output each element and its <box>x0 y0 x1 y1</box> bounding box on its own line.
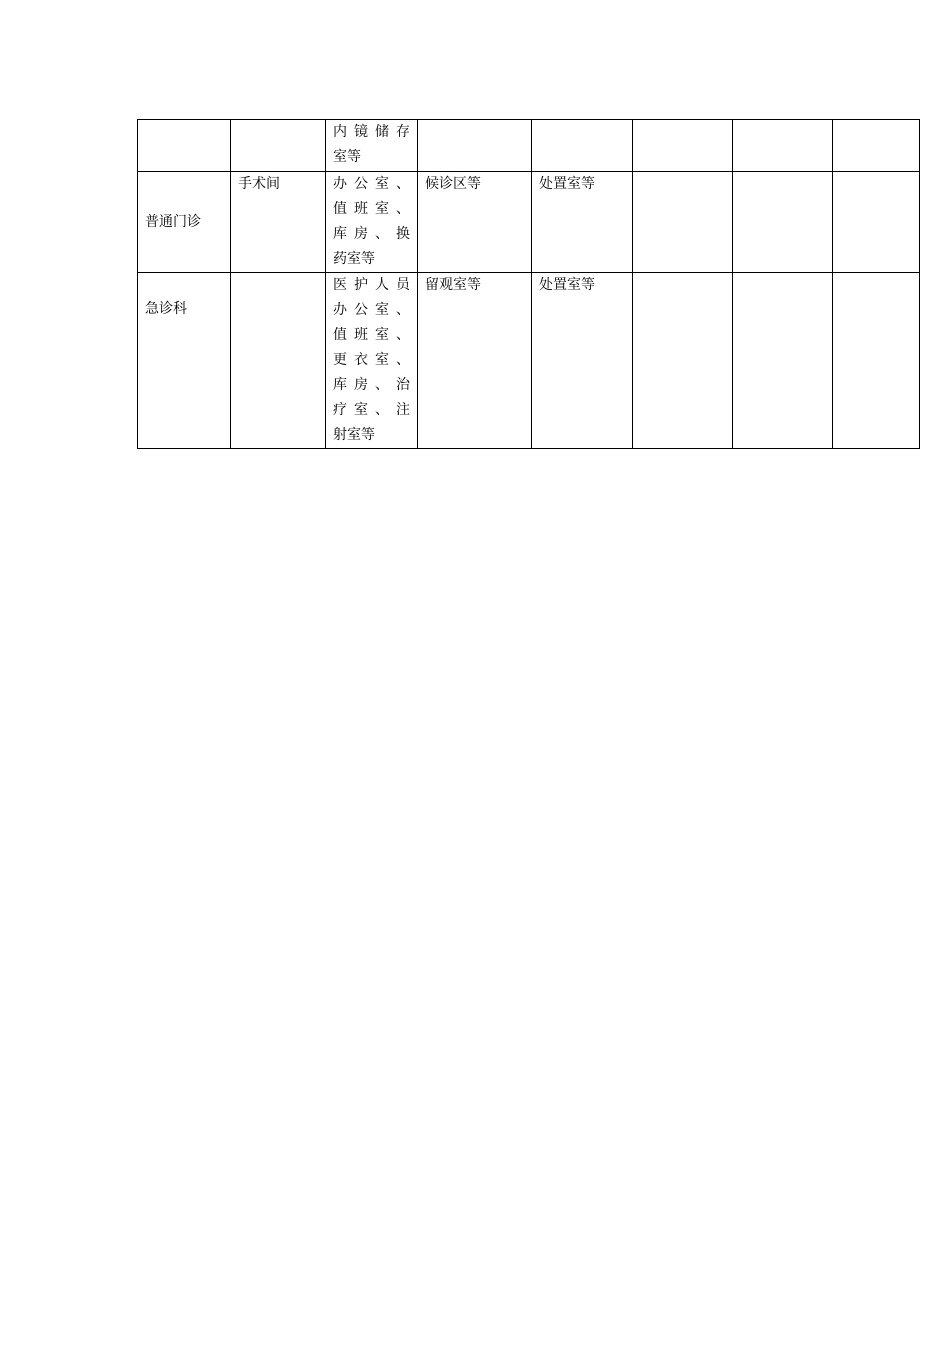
cell-line: 更衣室、 <box>333 352 410 368</box>
table-cell-rooms <box>326 120 418 172</box>
table-cell <box>633 120 733 172</box>
cell-line: 库房、治 <box>333 377 410 393</box>
table-cell <box>733 120 833 172</box>
table-cell <box>633 273 733 449</box>
table-cell-rooms <box>326 172 418 273</box>
table-cell <box>231 120 326 172</box>
cell-line: 值班室、 <box>333 201 410 217</box>
facility-zoning-table <box>137 119 920 449</box>
cell-line: 射室等 <box>333 427 375 443</box>
cell-line: 办公室、 <box>333 176 410 192</box>
table-cell-department <box>138 120 231 172</box>
cell-line: 疗室、注 <box>333 402 410 418</box>
table-row <box>138 273 920 449</box>
cell-line: 值班室、 <box>333 327 410 343</box>
table-cell: 处置室等 <box>532 273 633 449</box>
cell-line: 内镜储存 <box>333 124 410 140</box>
table-cell-department: 急诊科 <box>138 273 231 449</box>
table-cell <box>833 273 920 449</box>
table-cell <box>733 273 833 449</box>
table-row <box>138 172 920 273</box>
table-cell: 候诊区等 <box>418 172 532 273</box>
cell-line: 库房、换 <box>333 226 410 242</box>
table-cell: 处置室等 <box>532 172 633 273</box>
table-cell <box>833 120 920 172</box>
cell-line: 医护人员 <box>333 277 410 293</box>
cell-line: 室等 <box>333 149 361 165</box>
table-cell: 手术间 <box>231 172 326 273</box>
cell-line: 办公室、 <box>333 302 410 318</box>
table-cell <box>733 172 833 273</box>
table-cell-department: 普通门诊 <box>138 172 231 273</box>
table-cell <box>418 120 532 172</box>
table-cell: 留观室等 <box>418 273 532 449</box>
table-cell <box>633 172 733 273</box>
table-cell <box>231 273 326 449</box>
table-row <box>138 120 920 172</box>
table-cell <box>532 120 633 172</box>
cell-line: 药室等 <box>333 251 375 267</box>
table-cell <box>833 172 920 273</box>
table-cell-rooms <box>326 273 418 449</box>
